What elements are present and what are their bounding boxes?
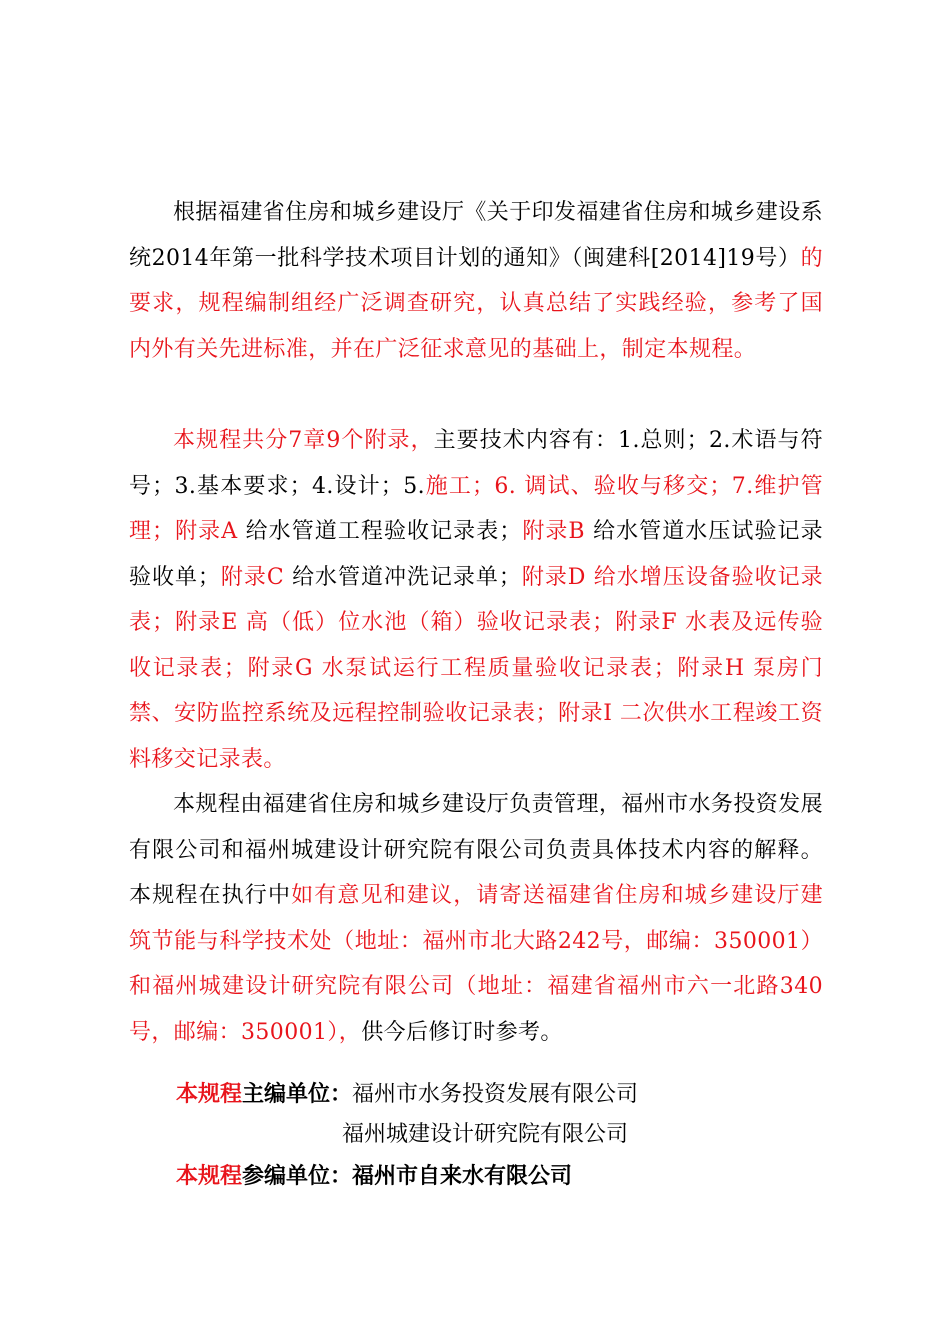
contents-chapters-5-7-appendix-a: 施工；6. 调试、验收与移交；7.维护管理；附录A	[129, 473, 824, 544]
chief-label: 主编单位：	[242, 1082, 353, 1107]
appendix-c-title: 给水管道冲洗记录单；	[292, 564, 522, 590]
preface-paragraph-basis	[129, 190, 823, 372]
appendix-c-label: 附录C	[220, 564, 293, 590]
contents-chapters-1-5: 主要技术内容有：1.总则；2.术语与符号；3.基本要求；4.设计；5.	[129, 428, 823, 499]
chief-editor-line	[176, 1075, 638, 1115]
participant-prefix: 本规程	[176, 1164, 243, 1189]
participant-label: 参编单位：	[242, 1164, 353, 1189]
participant-line	[176, 1157, 572, 1197]
preface-paragraph-management	[129, 782, 823, 1055]
chief-editor-line-2	[342, 1115, 628, 1155]
feedback-closing-text: 供今后修订时参考。	[361, 1019, 563, 1045]
participant-unit: 福州市自来水有限公司	[352, 1164, 573, 1189]
feedback-address-text: 如有意见和建议，请寄送福建省住房和城乡建设厅建筑节能与科学技术处（地址：福州市北大路242号，邮编：350001）和福州城建设计研究院有限公司（地址：福建省福州市六一北路340号，邮编：350001），	[129, 883, 823, 1045]
management-text: 本规程由福建省住房和城乡建设厅负责管理，福州市水务投资发展有限公司和福州城建设计研究院有限公司负责具体技术内容的解释。本规程在执行中	[129, 792, 823, 908]
appendix-b-title: 给水管道水压试验记录验收单；	[129, 519, 823, 590]
chief-prefix: 本规程	[176, 1082, 243, 1107]
basis-requirement-text: 的要求，规程编制组经广泛调查研究，认真总结了实践经验，参考了国内外有关先进标准，并在广泛征求意见的基础上，制定本规程。	[129, 245, 823, 362]
chief-unit-1: 福州市水务投资发展有限公司	[352, 1082, 639, 1107]
appendix-d-to-i: 附录D 给水增压设备验收记录表；附录E 高（低）位水池（箱）验收记录表；附录F 水表及远传验收记录表；附录G 水泵试运行工程质量验收记录表；附录H 泵房门禁、安防监控系统及远程控制验收记录表；附录I 二次供水工程竣工资料移交记录表。	[129, 564, 823, 772]
preface-paragraph-contents	[129, 418, 823, 782]
contents-intro: 本规程共分7章9个附录，	[173, 428, 434, 453]
appendix-a-title: 给水管道工程验收记录表；	[245, 519, 522, 544]
basis-text: 根据福建省住房和城乡建设厅《关于印发福建省住房和城乡建设系统2014年第一批科学技术项目计划的通知》（闽建科[2014]19号）	[129, 200, 823, 271]
appendix-b-label: 附录B	[521, 519, 594, 544]
chief-unit-2: 福州城建设计研究院有限公司	[342, 1122, 629, 1147]
